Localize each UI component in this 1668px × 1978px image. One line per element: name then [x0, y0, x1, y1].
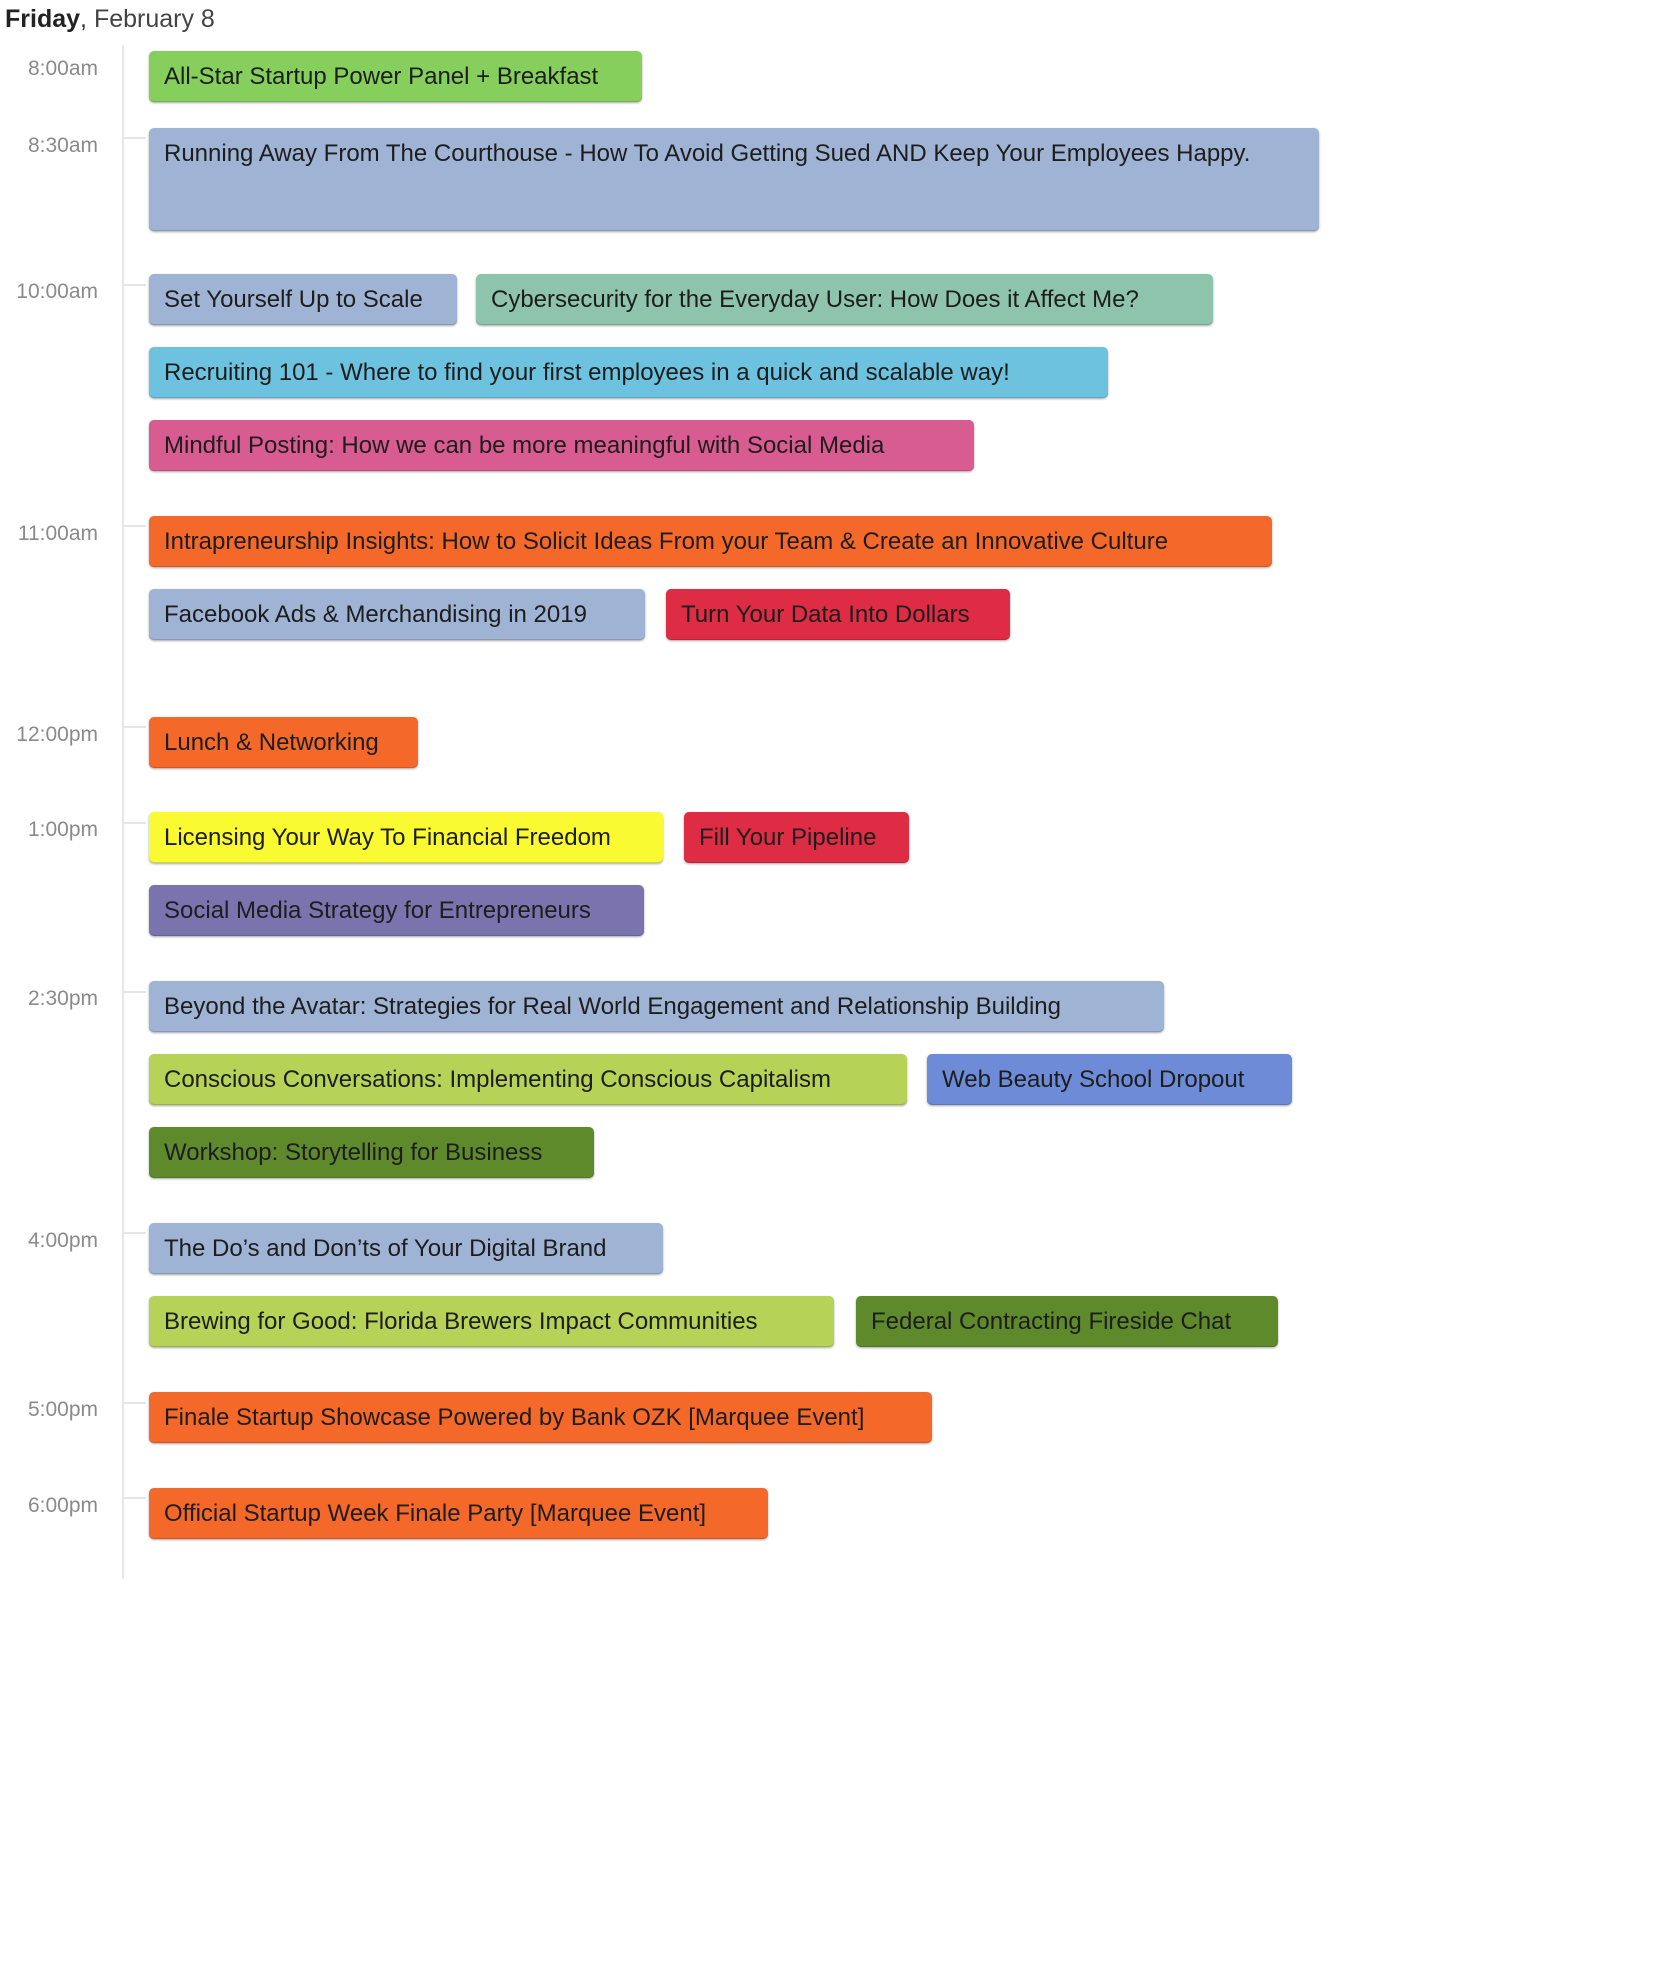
slot-divider: [122, 1497, 146, 1499]
slot-divider: [122, 525, 146, 527]
event-card[interactable]: Set Yourself Up to Scale: [149, 274, 457, 325]
event-card[interactable]: Beyond the Avatar: Strategies for Real World Engagement and Relationship Building: [149, 981, 1164, 1032]
event-card[interactable]: Conscious Conversations: Implementing Conscious Capitalism: [149, 1054, 907, 1105]
timeline-line: [122, 45, 124, 1579]
event-card[interactable]: Federal Contracting Fireside Chat: [856, 1296, 1278, 1347]
event-card[interactable]: Official Startup Week Finale Party [Marquee Event]: [149, 1488, 768, 1539]
slot-divider: [122, 284, 146, 286]
event-card[interactable]: Turn Your Data Into Dollars: [666, 589, 1010, 640]
slot-divider: [122, 1402, 146, 1404]
day-header: [5, 0, 215, 44]
day-header-weekday: Friday: [5, 5, 81, 33]
event-card[interactable]: Social Media Strategy for Entrepreneurs: [149, 885, 644, 936]
day-header-separator: ,: [80, 5, 94, 33]
time-label: 12:00pm: [16, 723, 98, 746]
slot-divider: [122, 1232, 146, 1234]
time-label: 8:30am: [27, 134, 98, 157]
event-card[interactable]: Lunch & Networking: [149, 717, 418, 768]
event-card[interactable]: Workshop: Storytelling for Business: [149, 1127, 594, 1178]
time-label: 11:00am: [17, 522, 98, 545]
event-card[interactable]: The Do’s and Don’ts of Your Digital Brand: [149, 1223, 663, 1274]
event-card[interactable]: Licensing Your Way To Financial Freedom: [149, 812, 663, 863]
event-card[interactable]: Recruiting 101 - Where to find your first employees in a quick and scalable way!: [149, 347, 1108, 398]
event-card[interactable]: Fill Your Pipeline: [684, 812, 909, 863]
event-card[interactable]: Cybersecurity for the Everyday User: How Does it Affect Me?: [476, 274, 1213, 325]
event-card[interactable]: Finale Startup Showcase Powered by Bank OZK [Marquee Event]: [149, 1392, 932, 1443]
time-label: 1:00pm: [27, 818, 98, 841]
event-card[interactable]: Running Away From The Courthouse - How To Avoid Getting Sued AND Keep Your Employees Happy.: [149, 128, 1319, 231]
day-header-date: February 8: [93, 5, 215, 33]
event-card[interactable]: Brewing for Good: Florida Brewers Impact Communities: [149, 1296, 834, 1347]
time-label: 8:00am: [27, 57, 98, 80]
event-card[interactable]: Web Beauty School Dropout: [927, 1054, 1292, 1105]
time-label: 2:30pm: [27, 987, 98, 1010]
slot-divider: [122, 822, 146, 824]
slot-divider: [122, 991, 146, 993]
event-card[interactable]: All-Star Startup Power Panel + Breakfast: [149, 51, 642, 102]
slot-divider: [122, 726, 146, 728]
time-label: 10:00am: [16, 280, 98, 303]
event-card[interactable]: Facebook Ads & Merchandising in 2019: [149, 589, 645, 640]
slot-divider: [122, 137, 146, 139]
time-label: 6:00pm: [27, 1494, 98, 1517]
time-label: 4:00pm: [27, 1229, 98, 1252]
event-card[interactable]: Mindful Posting: How we can be more meaningful with Social Media: [149, 420, 974, 471]
time-label: 5:00pm: [27, 1398, 98, 1421]
event-card[interactable]: Intrapreneurship Insights: How to Solicit Ideas From your Team & Create an Innovative Culture: [149, 516, 1272, 567]
